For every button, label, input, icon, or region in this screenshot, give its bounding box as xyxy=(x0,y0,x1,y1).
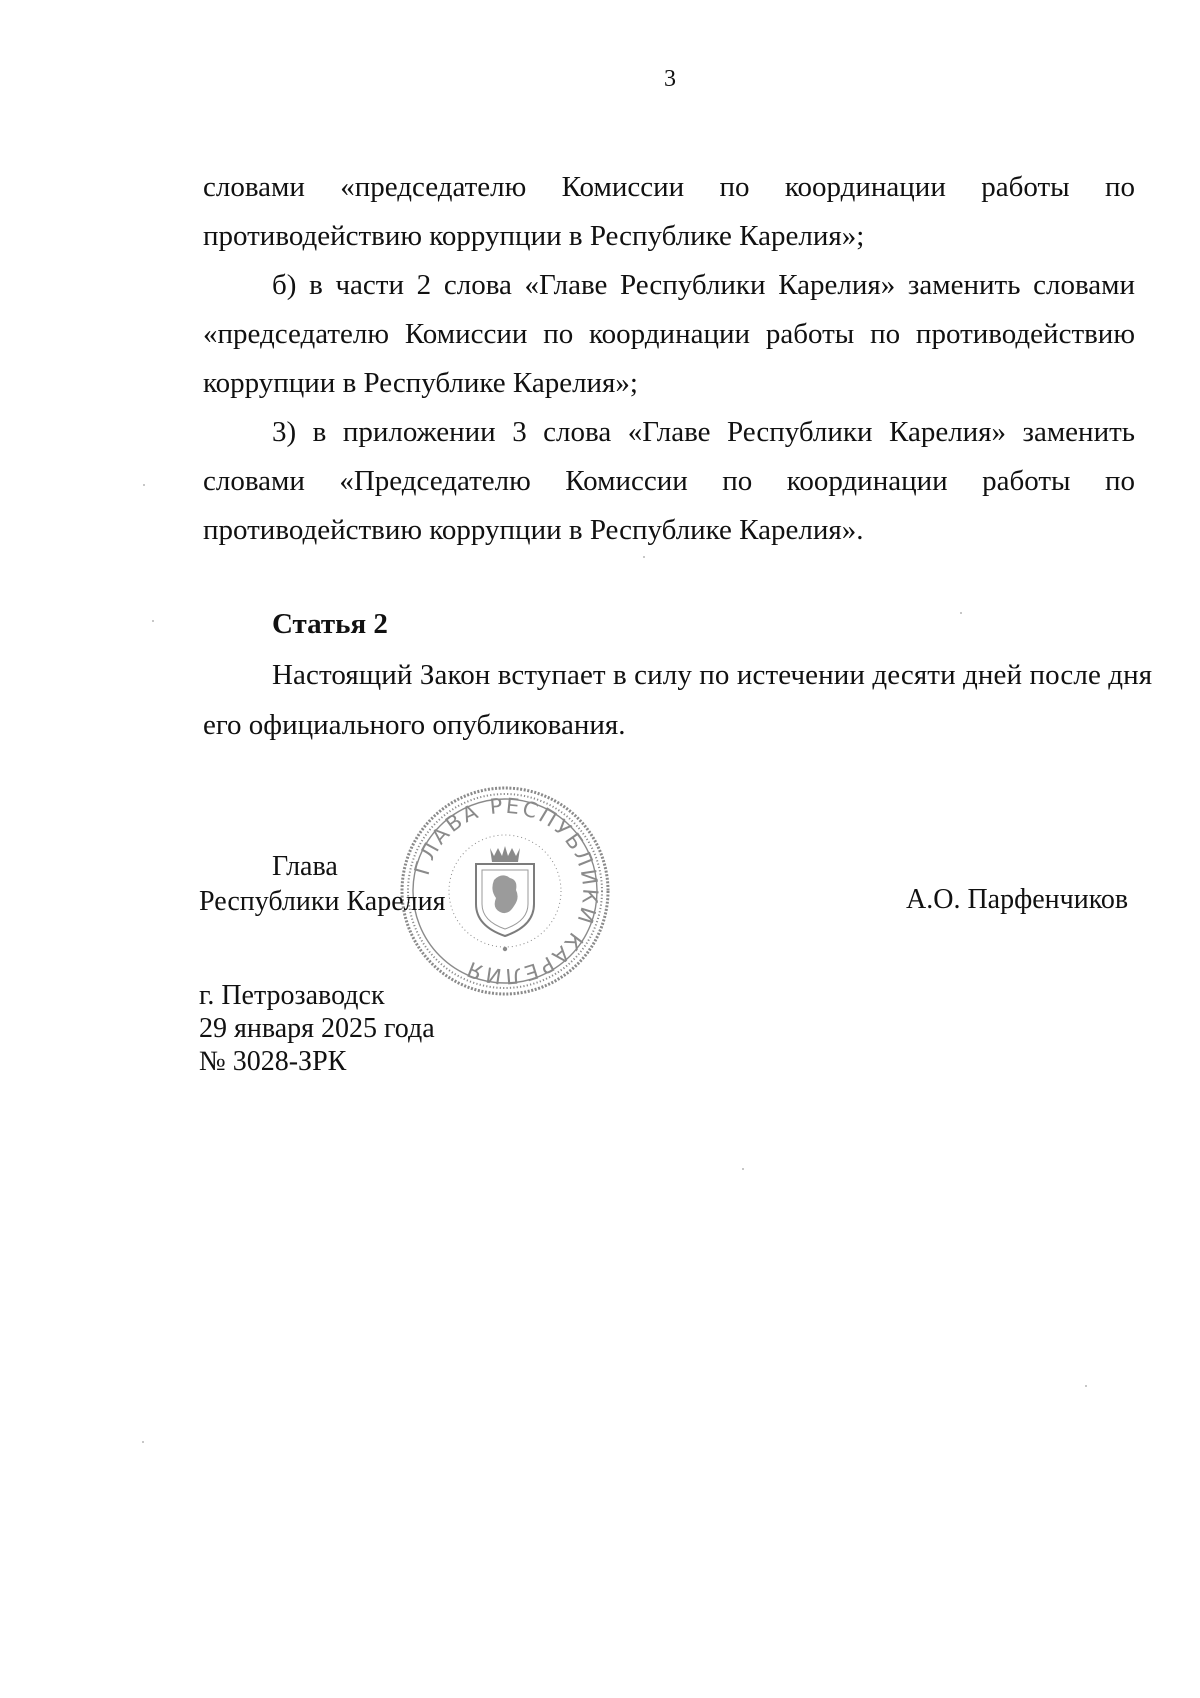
seal-text: ГЛАВА РЕСПУБЛИКИ КАРЕЛИЯ xyxy=(409,793,603,989)
coat-of-arms-icon xyxy=(476,846,534,951)
article-heading: Статья 2 xyxy=(272,608,388,640)
paragraph-3 xyxy=(203,408,1135,555)
law-date: 29 января 2025 года xyxy=(199,1013,435,1044)
signatory-title xyxy=(199,849,445,919)
signatory-title-line1: Глава xyxy=(272,851,338,882)
scan-speck xyxy=(142,1441,144,1443)
text-line: противодействию коррупции в Республике Карелия». xyxy=(203,514,864,546)
justified-line: словами «председателю Комиссии по координации работы по xyxy=(203,171,1135,203)
scan-speck xyxy=(643,556,645,558)
paragraph-2 xyxy=(203,261,1135,408)
place-date-number xyxy=(199,979,435,1078)
signatory-title-line2: Республики Карелия xyxy=(199,886,446,917)
text-line: противодействию коррупции в Республике Карелия»; xyxy=(203,220,865,252)
text-line: его официального опубликования. xyxy=(203,709,626,741)
scan-speck xyxy=(960,612,962,614)
paragraph-1 xyxy=(203,163,1135,261)
scan-speck xyxy=(152,620,154,622)
scan-speck xyxy=(742,1168,744,1170)
justified-line: словами «Председателю Комиссии по координации работы по xyxy=(203,465,1135,497)
signatory-name: А.О. Парфенчиков xyxy=(906,884,1129,915)
justified-line: б) в части 2 слова «Главе Республики Карелия» заменить словами xyxy=(272,269,1135,301)
justified-line: «председателю Комиссии по координации работы по противодействию xyxy=(203,318,1135,350)
page-number: 3 xyxy=(664,66,676,92)
law-number: № 3028-ЗРК xyxy=(199,1046,347,1077)
article-paragraph xyxy=(203,650,1153,750)
justified-line: 3) в приложении 3 слова «Главе Республики Карелия» заменить xyxy=(272,416,1135,448)
city: г. Петрозаводск xyxy=(199,980,385,1011)
text-line: коррупции в Республике Карелия»; xyxy=(203,367,638,399)
text-line: Настоящий Закон вступает в силу по истечении десяти дней после дня xyxy=(272,659,1153,691)
scan-speck xyxy=(143,484,145,486)
scan-speck xyxy=(1085,1385,1087,1387)
